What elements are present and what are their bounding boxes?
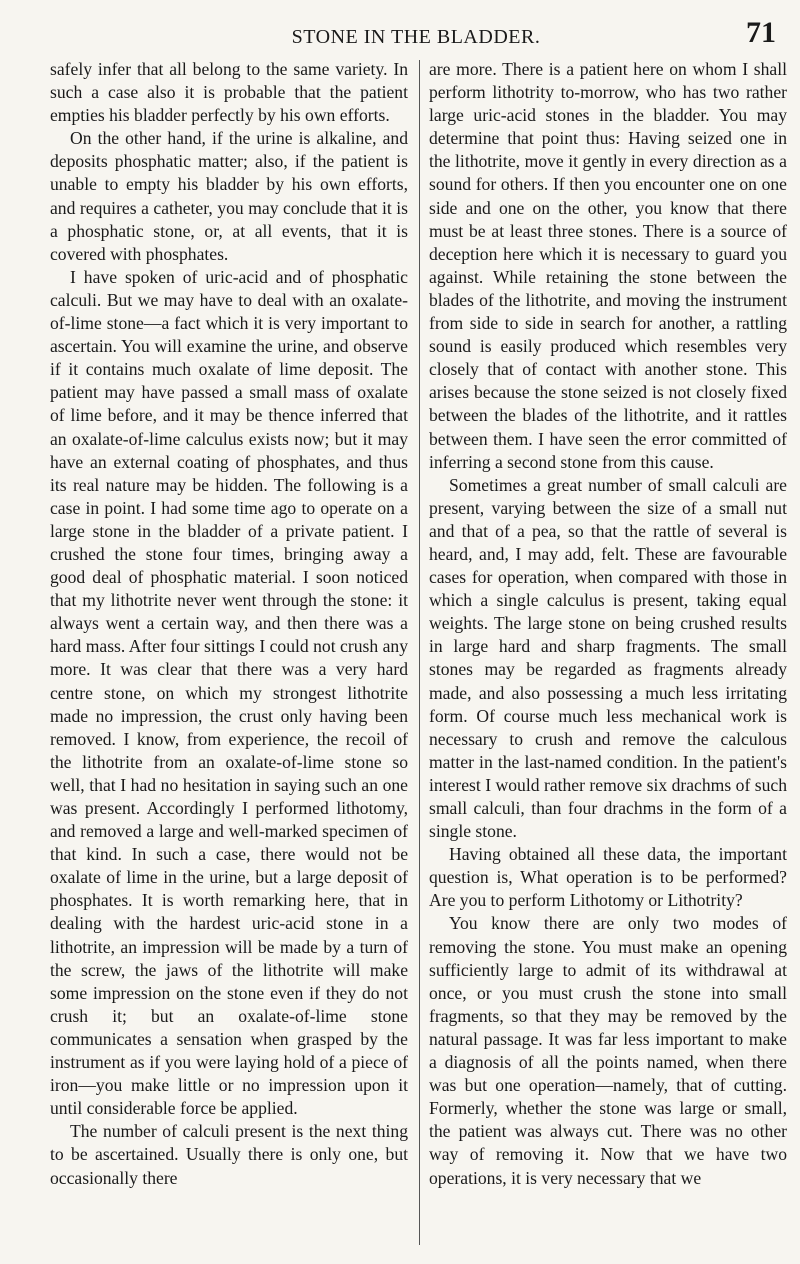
paragraph: I have spoken of uric-acid and of phosphatic calculi. But we may have to deal with an oxalate-of-lime stone—a fact which it is very important to ascertain. You will examine the urine, and observe if it contains much oxalate of lime deposit. The patient may have passed a small mass of oxalate of lime before, and it may be thence inferred that an oxalate-of-lime calculus exists now; but it may have an external coating of phosphates, and thus its real nature may be hidden. The following is a case in point. I had some time ago to operate on a large stone in the bladder of a private patient. I crushed the stone four times, bringing away a good deal of phosphatic material. I soon noticed that my lithotrite never went through the stone: it always went a certain way, and then there was a hard mass. After four sittings I could not crush any more. It was clear that there was a very hard centre stone, on which my strongest lithotrite made no impression, the crust only having been removed. I know, from experience, the recoil of the lithotrite from an oxalate-of-lime stone so well, that I had no hesitation in saying such an one was present. Accordingly I performed lithotomy, and removed a large and well-marked specimen of that kind. In such a case, there would not be oxalate of lime in the urine, but a large deposit of phosphates. It is worth remarking here, that in dealing with the hardest uric-acid stone in a lithotrite, an impression will be made by a turn of the screw, the jaws of the lithotrite will make some impression on the stone even if they do not crush it; but an oxalate-of-lime stone communicates a sensation when grasped by the instrument as if you were laying hold of a piece of iron—you make little or no impression upon it until considerable force be applied.: [50, 266, 408, 1119]
paragraph: On the other hand, if the urine is alkaline, and deposits phosphatic matter; also, if the patient is unable to empty his bladder by his own efforts, and requires a catheter, you may conclude that it is a phosphatic stone, or, at all events, that it is covered with phosphates.: [50, 128, 408, 264]
paragraph: The number of calculi present is the next thing to be ascertained. Usually there is only one, but occasionally there: [50, 1121, 408, 1188]
column-divider: [419, 60, 420, 1245]
paragraph: safely infer that all belong to the same variety. In such a case also it is probable that the patient empties his bladder perfectly by his own efforts.: [50, 59, 408, 126]
right-column: [429, 58, 787, 1190]
left-column: [50, 58, 408, 1190]
page-number: 71: [746, 16, 776, 49]
page-header: [50, 14, 782, 54]
running-title: STONE IN THE BLADDER.: [291, 26, 541, 48]
paragraph: You know there are only two modes of removing the stone. You must make an opening sufficiently large to admit of its withdrawal at once, or you must crush the stone into small fragments, so that they may be removed by the natural passage. It was far less important to make a diagnosis of all the points named, when there was but one operation—namely, that of cutting. Formerly, whether the stone was large or small, the patient was always cut. There was no other way of removing it. Now that we have two operations, it is very necessary that we: [429, 913, 787, 1188]
paragraph: are more. There is a patient here on whom I shall perform lithotrity to-morrow, who has two rather large uric-acid stones in the bladder. You may determine that point thus: Having seized one in the lithotrite, move it gently in every direction as a sound for others. If then you encounter one on one side and one on the other, you know that there must be at least three stones. There is a source of deception here which it is necessary to guard you against. While retaining the stone between the blades of the lithotrite, and moving the instrument from side to side in search for another, a rattling sound is easily produced which resembles very closely that of contact with another stone. This arises because the stone seized is not closely fixed between the blades of the lithotrite, and it rattles between them. I have seen the error committed of inferring a second stone from this cause.: [429, 59, 787, 472]
paragraph: Sometimes a great number of small calculi are present, varying between the size of a small nut and that of a pea, so that the rattle of several is heard, and, I may add, felt. These are favourable cases for operation, when compared with those in which a single calculus is present, taking equal weights. The large stone on being crushed results in large hard and sharp fragments. The small stones may be regarded as fragments already made, and also possessing a much less irritating form. Of course much less mechanical work is necessary to crush and remove the calculous matter in the last-named condition. In the patient's interest I would rather remove six drachms of such small calculi, than four drachms in the form of a single stone.: [429, 474, 787, 842]
paragraph: Having obtained all these data, the important question is, What operation is to be performed? Are you to perform Lithotomy or Lithotrity?: [429, 844, 787, 911]
